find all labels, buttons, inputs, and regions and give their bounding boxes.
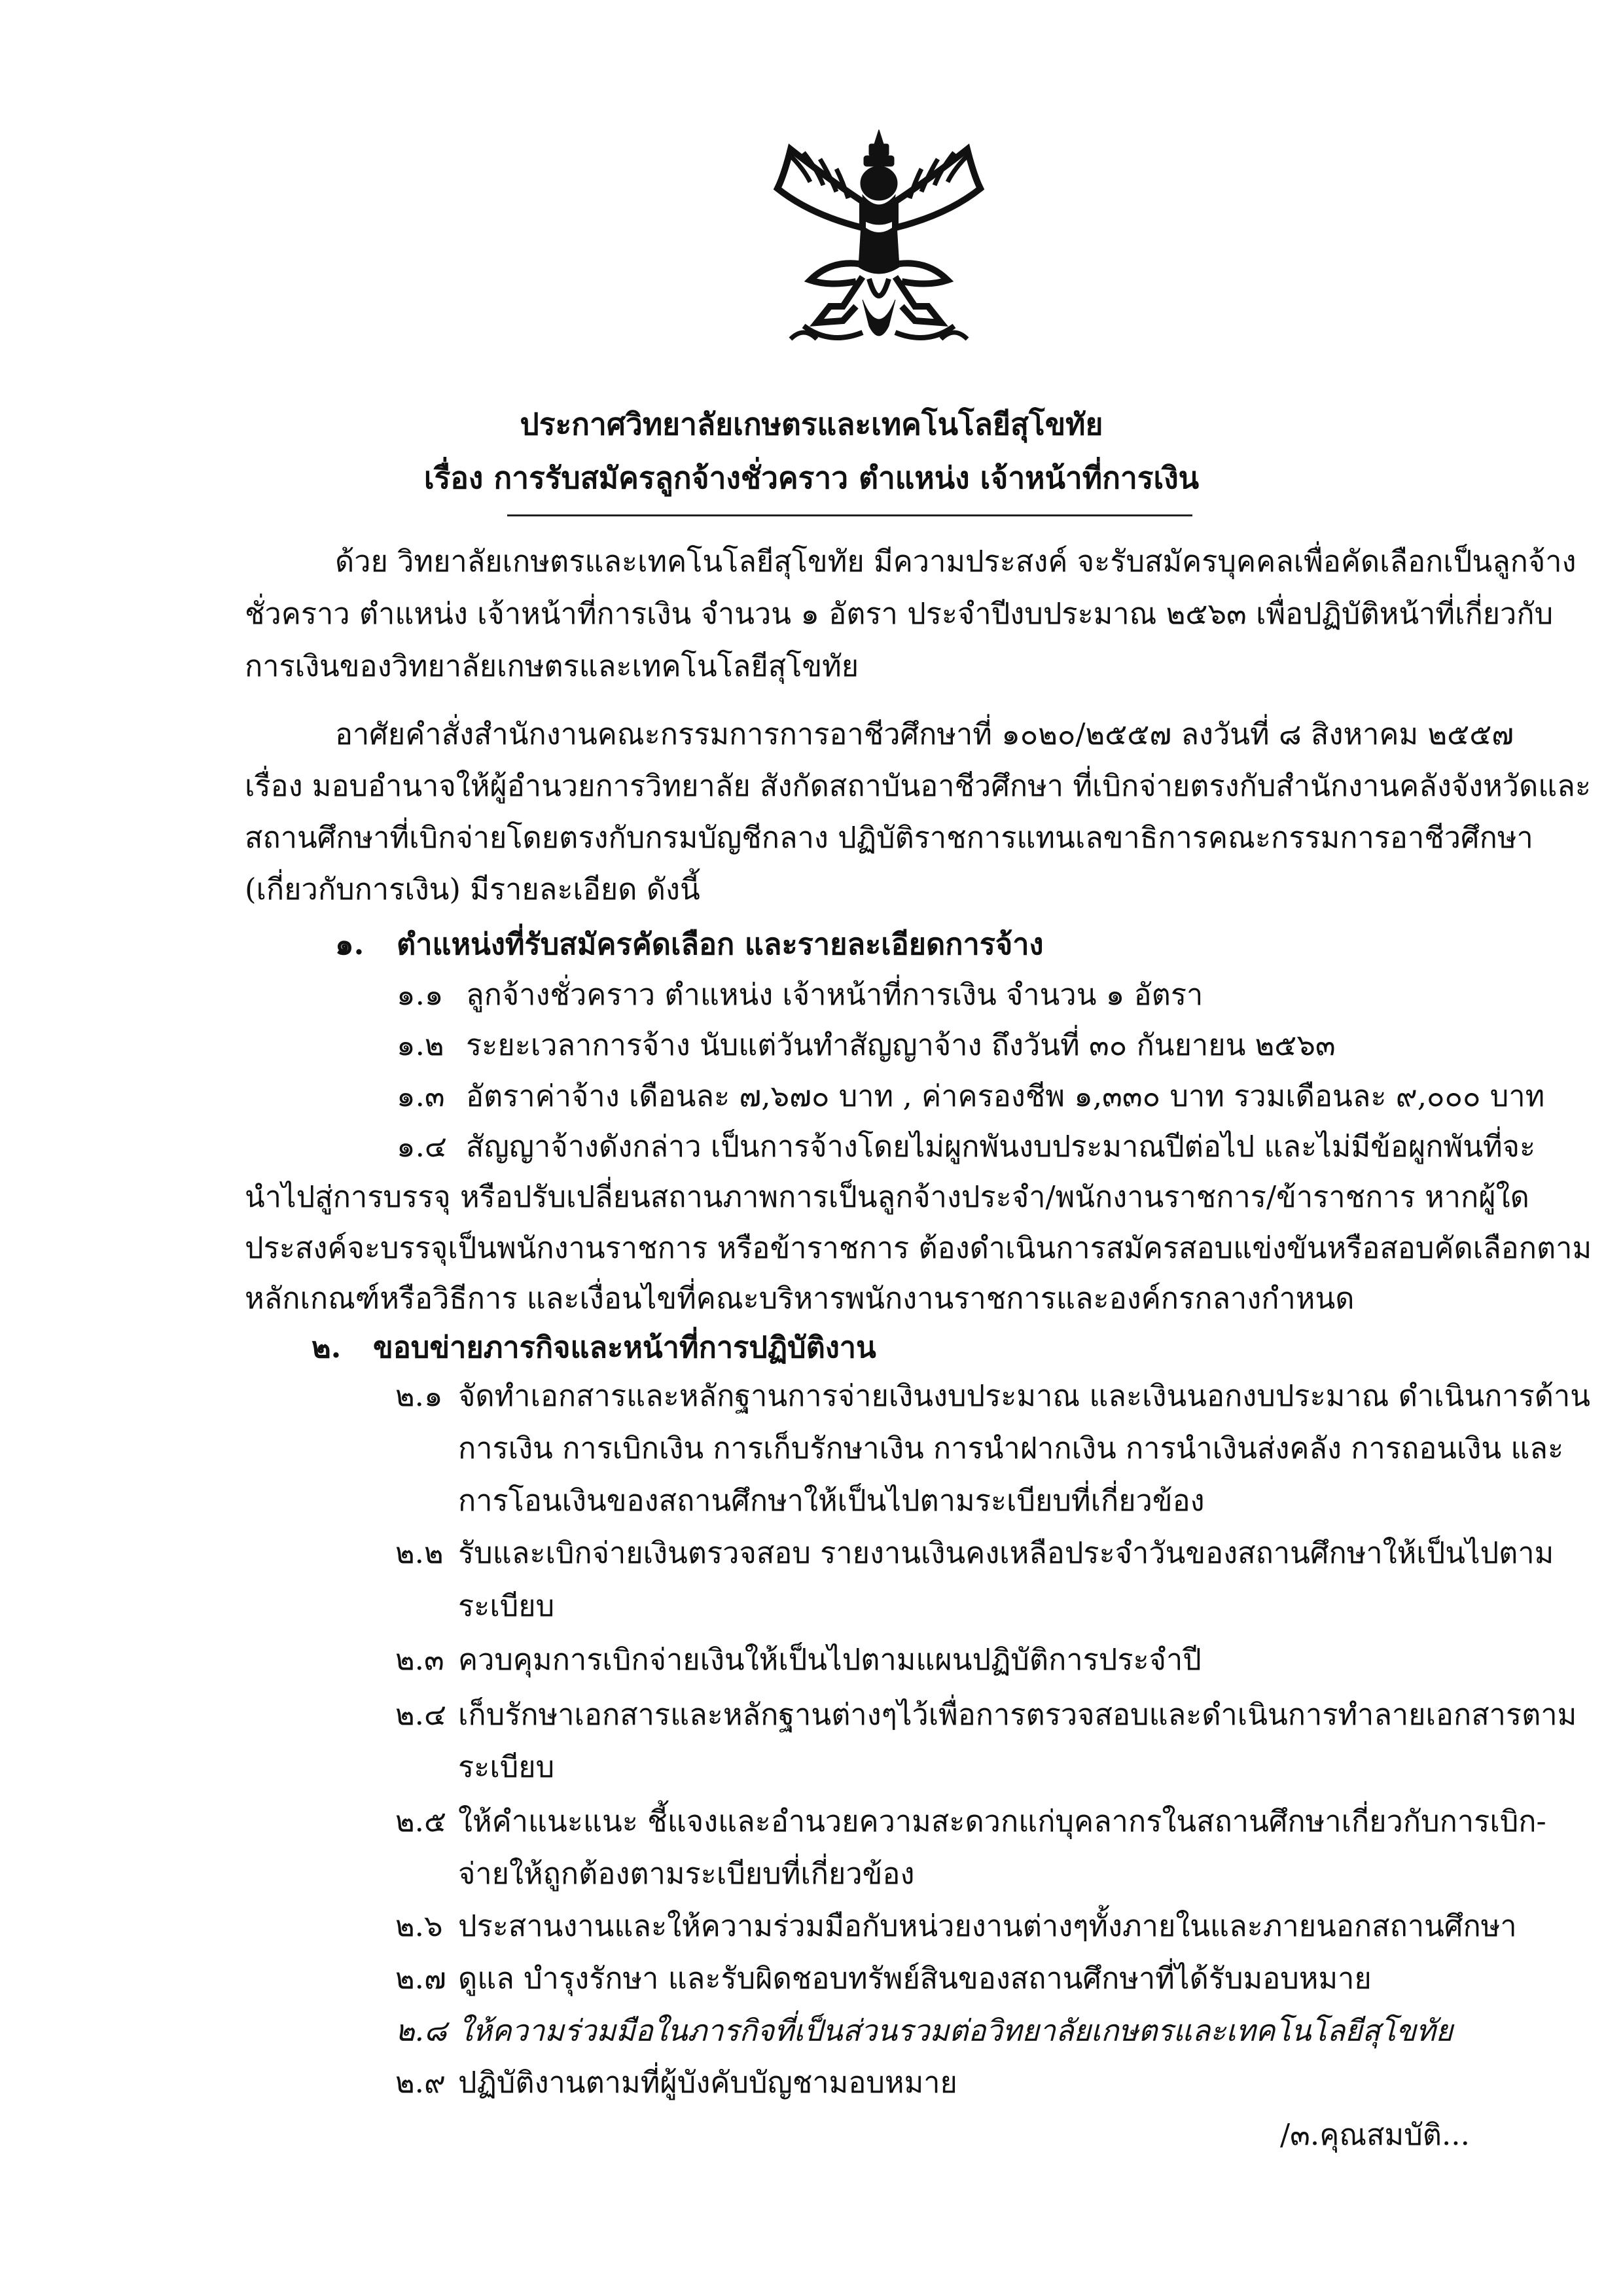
item-1-1-text: ลูกจ้างชั่วคราว ตำแหน่ง เจ้าหน้าที่การเงิน จำนวน ๑ อัตรา xyxy=(466,977,1204,1012)
item-1-4-cont-line3: หลักเกณฑ์หรือวิธีการ และเงื่อนไขที่คณะบริหารพนักงานราชการและองค์กรกลางกำหนด xyxy=(245,1281,1355,1316)
item-2-2-line2: ระเบียบ xyxy=(458,1588,555,1623)
item-2-6-line1: ประสานงานและให้ความร่วมมือกับหน่วยงานต่างๆทั้งภายในและภายนอกสถานศึกษา xyxy=(458,1909,1517,1943)
section1-number: ๑. xyxy=(335,927,365,961)
item-2-1-line1: จัดทำเอกสารและหลักฐานการจ่ายเงินงบประมาณ และเงินนอกงบประมาณ ดำเนินการด้าน xyxy=(458,1378,1591,1413)
item-2-6-number: ๒.๖ xyxy=(395,1909,443,1943)
item-2-7-number: ๒.๗ xyxy=(395,1961,446,1996)
intro-p1-line1: ด้วย วิทยาลัยเกษตรและเทคโนโลยีสุโขทัย มีความประสงค์ จะรับสมัครบุคคลเพื่อคัดเลือกเป็นลูกจ้าง xyxy=(335,544,1577,579)
item-2-8-line1: ให้ความร่วมมือในภารกิจที่เป็นส่วนรวมต่อวิทยาลัยเกษตรและเทคโนโลยีสุโขทัย xyxy=(458,2013,1453,2048)
item-1-4-cont-line2: ประสงค์จะบรรจุเป็นพนักงานราชการ หรือข้าราชการ ต้องดำเนินการสมัครสอบแข่งขันหรือสอบคัดเลือกตาม xyxy=(245,1230,1592,1265)
item-1-4-number: ๑.๔ xyxy=(397,1129,447,1164)
item-2-9-line1: ปฏิบัติงานตามที่ผู้บังคับบัญชามอบหมาย xyxy=(458,2065,957,2100)
section2-heading: ขอบข่ายภารกิจและหน้าที่การปฏิบัติงาน xyxy=(373,1330,876,1365)
section1-heading: ตำแหน่งที่รับสมัครคัดเลือก และรายละเอียดการจ้าง xyxy=(397,927,1044,961)
item-2-2-line1: รับและเบิกจ่ายเงินตรวจสอบ รายงานเงินคงเหลือประจำวันของสถานศึกษาให้เป็นไปตาม xyxy=(458,1535,1554,1570)
item-2-1-line2: การเงิน การเบิกเงิน การเก็บรักษาเงิน การนำฝากเงิน การนำเงินส่งคลัง การถอนเงิน และ xyxy=(458,1431,1564,1465)
item-1-3-number: ๑.๓ xyxy=(397,1079,445,1113)
intro-p2-line3: สถานศึกษาที่เบิกจ่ายโดยตรงกับกรมบัญชีกลาง ปฏิบัติราชการแทนเลขาธิการคณะกรรมการอาชีวศึกษา xyxy=(245,820,1533,855)
item-2-1-number: ๒.๑ xyxy=(395,1378,443,1413)
item-2-3-line1: ควบคุมการเบิกจ่ายเงินให้เป็นไปตามแผนปฏิบัติการประจำปี xyxy=(458,1642,1202,1677)
continuation-marker: /๓.คุณสมบัติ... xyxy=(1280,2117,1470,2152)
intro-p1-line2: ชั่วคราว ตำแหน่ง เจ้าหน้าที่การเงิน จำนวน ๑ อัตรา ประจำปีงบประมาณ ๒๕๖๓ เพื่อปฏิบัติหน้าที่เกี่ยวกับ xyxy=(245,596,1554,631)
intro-p2-line2: เรื่อง มอบอำนาจให้ผู้อำนวยการวิทยาลัย สังกัดสถาบันอาชีวศึกษา ที่เบิกจ่ายตรงกับสำนักงานคลังจังหวัดและ xyxy=(245,768,1592,803)
garuda-emblem-icon xyxy=(764,130,993,351)
item-1-2-text: ระยะเวลาการจ้าง นับแต่วันทำสัญญาจ้าง ถึงวันที่ ๓๐ กันยายน ๒๕๖๓ xyxy=(466,1028,1336,1062)
announcement-subject: เรื่อง การรับสมัครลูกจ้างชั่วคราว ตำแหน่ง เจ้าหน้าที่การเงิน xyxy=(423,460,1200,495)
item-2-9-number: ๒.๙ xyxy=(395,2065,446,2100)
item-2-5-number: ๒.๕ xyxy=(395,1804,447,1839)
item-2-4-number: ๒.๔ xyxy=(395,1697,447,1732)
intro-p2-line4: (เกี่ยวกับการเงิน) มีรายละเอียด ดังนี้ xyxy=(245,872,700,906)
title-divider xyxy=(507,514,1192,516)
item-2-1-line3: การโอนเงินของสถานศึกษาให้เป็นไปตามระเบียบที่เกี่ยวข้อง xyxy=(458,1483,1205,1518)
item-2-8-number: ๒.๘ xyxy=(395,2013,447,2048)
item-2-5-line1: ให้คำแนะแนะ ชี้แจงและอำนวยความสะดวกแก่บุคลากรในสถานศึกษาเกี่ยวกับการเบิก- xyxy=(458,1804,1546,1839)
announcement-title: ประกาศวิทยาลัยเกษตรและเทคโนโลยีสุโขทัย xyxy=(520,406,1103,442)
item-2-3-number: ๒.๓ xyxy=(395,1642,444,1677)
item-1-3-text: อัตราค่าจ้าง เดือนละ ๗,๖๗๐ บาท , ค่าครองชีพ ๑,๓๓๐ บาท รวมเดือนละ ๙,๐๐๐ บาท xyxy=(466,1079,1545,1113)
intro-p1-line3: การเงินของวิทยาลัยเกษตรและเทคโนโลยีสุโขทัย xyxy=(245,649,859,683)
item-2-2-number: ๒.๒ xyxy=(395,1535,444,1570)
item-2-4-line1: เก็บรักษาเอกสารและหลักฐานต่างๆไว้เพื่อการตรวจสอบและดำเนินการทำลายเอกสารตาม xyxy=(458,1697,1577,1732)
item-1-1-number: ๑.๑ xyxy=(397,977,444,1012)
item-1-4-text: สัญญาจ้างดังกล่าว เป็นการจ้างโดยไม่ผูกพันงบประมาณปีต่อไป และไม่มีข้อผูกพันที่จะ xyxy=(466,1129,1536,1164)
item-1-2-number: ๑.๒ xyxy=(397,1028,444,1062)
item-2-4-line2: ระเบียบ xyxy=(458,1749,555,1784)
intro-p2-line1: อาศัยคำสั่งสำนักงานคณะกรรมการการอาชีวศึกษาที่ ๑๐๒๐/๒๕๕๗ ลงวันที่ ๘ สิงหาคม ๒๕๕๗ xyxy=(335,717,1514,751)
item-2-7-line1: ดูแล บำรุงรักษา และรับผิดชอบทรัพย์สินของสถานศึกษาที่ได้รับมอบหมาย xyxy=(458,1961,1372,1996)
section2-number: ๒. xyxy=(312,1330,342,1365)
item-2-5-line2: จ่ายให้ถูกต้องตามระเบียบที่เกี่ยวข้อง xyxy=(458,1856,915,1891)
item-1-4-cont-line1: นำไปสู่การบรรจุ หรือปรับเปลี่ยนสถานภาพการเป็นลูกจ้างประจำ/พนักงานราชการ/ข้าราชการ หากผู้ใด xyxy=(245,1179,1529,1214)
